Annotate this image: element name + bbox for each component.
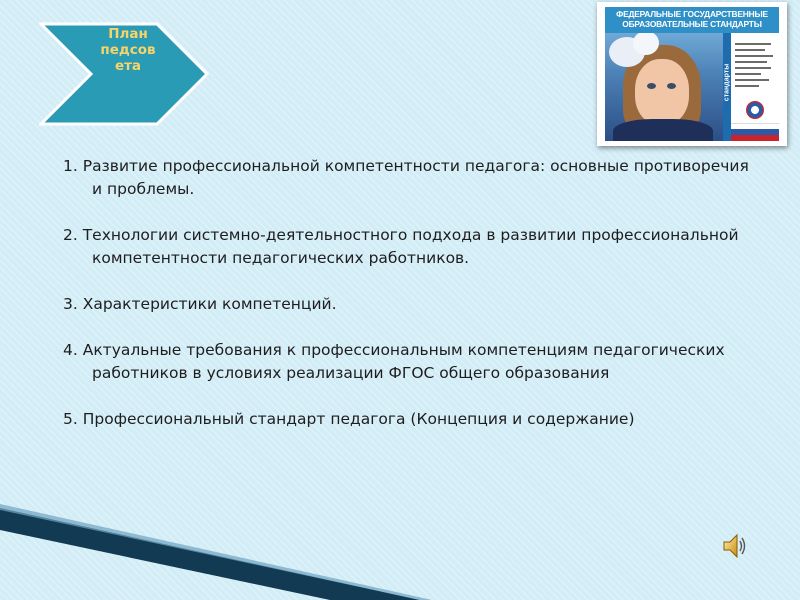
book-cover [605,7,779,141]
book-title [609,9,775,29]
speaker-icon-graphic [722,532,748,560]
agenda-item: 3. Характеристики компетенций. [63,295,337,313]
panel-text-line [735,49,765,51]
decorative-wedge [0,490,800,600]
panel-text-line [735,43,771,45]
title-chevron [39,22,209,126]
panel-text-line [735,79,769,81]
photo-eye [647,83,656,89]
book-title-line2: ОБРАЗОВАТЕЛЬНЫЕ СТАНДАРТЫ [622,19,762,29]
flag-stripe-red [731,135,779,141]
photo-eye [667,83,676,89]
agenda-item: 2. Технологии системно-деятельностного подхода в развитии профессиональной компетентности педагогических работников. [63,226,739,267]
book-spine [723,33,731,141]
panel-text-line [735,85,759,87]
slide-title: План педсовета [100,26,156,74]
panel-text-line [735,73,761,75]
girl-photo [605,33,723,141]
agenda-item: 4. Актуальные требования к профессиональным компетенциям педагогических работников в условиях реализации ФГОС общего образования [63,341,725,382]
fgos-book-cover-image [597,2,787,146]
photo-blazer [613,119,713,141]
panel-text-line [735,67,771,69]
panel-text-line [735,55,773,57]
emblem-icon [746,101,764,119]
book-title-line1: ФЕДЕРАЛЬНЫЕ ГОСУДАРСТВЕННЫЕ [616,9,768,19]
book-side-panel [731,33,779,141]
photo-face [635,59,689,125]
agenda-item: 1. Развитие профессиональной компетентности педагога: основные противоречия и проблемы. [63,157,749,198]
agenda-item: 5. Профессиональный стандарт педагога (Концепция и содержание) [63,410,635,428]
agenda-list [63,155,753,431]
panel-text-line [735,61,767,63]
speaker-icon[interactable] [722,532,748,560]
book-spine-text: стандарты [723,63,731,102]
